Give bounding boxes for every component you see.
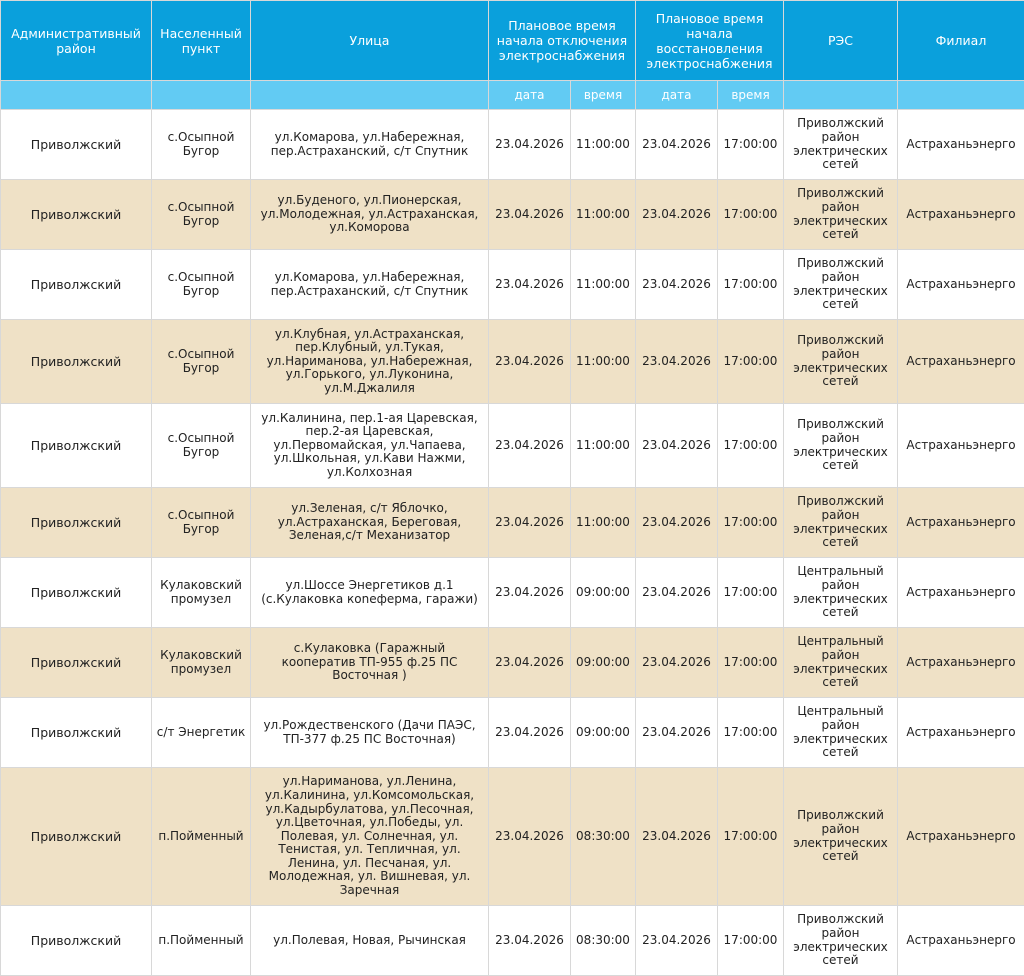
subheader-empty: [898, 81, 1024, 110]
cell-on-time: 17:00:00: [718, 628, 784, 698]
cell-district: Приволжский: [1, 768, 152, 906]
cell-on-time: 17:00:00: [718, 110, 784, 180]
cell-off-date: 23.04.2026: [489, 558, 571, 628]
cell-on-date: 23.04.2026: [636, 906, 718, 976]
cell-off-time: 09:00:00: [571, 698, 636, 768]
cell-off-time: 09:00:00: [571, 558, 636, 628]
cell-settlement: Кулаковский промузел: [152, 628, 251, 698]
cell-branch: Астраханьэнерго: [898, 404, 1024, 488]
cell-district: Приволжский: [1, 628, 152, 698]
cell-off-date: 23.04.2026: [489, 250, 571, 320]
cell-on-time: 17:00:00: [718, 250, 784, 320]
cell-branch: Астраханьэнерго: [898, 488, 1024, 558]
cell-settlement: с.Осыпной Бугор: [152, 404, 251, 488]
cell-on-date: 23.04.2026: [636, 250, 718, 320]
cell-street: ул.Рождественского (Дачи ПАЭС, ТП-377 ф.25 ПС Восточная): [251, 698, 489, 768]
cell-res: Центральный район электрических сетей: [784, 628, 898, 698]
cell-res: Центральный район электрических сетей: [784, 558, 898, 628]
cell-on-time: 17:00:00: [718, 558, 784, 628]
cell-district: Приволжский: [1, 110, 152, 180]
header-street: Улица: [251, 1, 489, 81]
cell-on-date: 23.04.2026: [636, 698, 718, 768]
cell-off-date: 23.04.2026: [489, 488, 571, 558]
cell-off-date: 23.04.2026: [489, 628, 571, 698]
cell-district: Приволжский: [1, 558, 152, 628]
cell-street: с.Кулаковка (Гаражный кооператив ТП-955 ф.25 ПС Восточная ): [251, 628, 489, 698]
cell-settlement: п.Пойменный: [152, 906, 251, 976]
cell-on-time: 17:00:00: [718, 404, 784, 488]
cell-on-date: 23.04.2026: [636, 404, 718, 488]
cell-on-date: 23.04.2026: [636, 768, 718, 906]
cell-district: Приволжский: [1, 906, 152, 976]
table-row: [1, 906, 1024, 976]
cell-branch: Астраханьэнерго: [898, 768, 1024, 906]
subheader-on-date: дата: [636, 81, 718, 110]
table-row: [1, 250, 1024, 320]
cell-off-date: 23.04.2026: [489, 180, 571, 250]
table-row: [1, 628, 1024, 698]
cell-on-time: 17:00:00: [718, 180, 784, 250]
cell-branch: Астраханьэнерго: [898, 320, 1024, 404]
cell-district: Приволжский: [1, 180, 152, 250]
table-row: [1, 180, 1024, 250]
subheader-empty: [784, 81, 898, 110]
cell-settlement: с.Осыпной Бугор: [152, 110, 251, 180]
cell-res: Приволжский район электрических сетей: [784, 906, 898, 976]
cell-on-time: 17:00:00: [718, 320, 784, 404]
cell-on-time: 17:00:00: [718, 488, 784, 558]
cell-district: Приволжский: [1, 320, 152, 404]
cell-res: Приволжский район электрических сетей: [784, 404, 898, 488]
cell-on-time: 17:00:00: [718, 698, 784, 768]
cell-settlement: с.Осыпной Бугор: [152, 488, 251, 558]
subheader-empty: [1, 81, 152, 110]
cell-district: Приволжский: [1, 488, 152, 558]
table-row: [1, 320, 1024, 404]
cell-on-date: 23.04.2026: [636, 628, 718, 698]
cell-district: Приволжский: [1, 250, 152, 320]
table-row: [1, 768, 1024, 906]
cell-branch: Астраханьэнерго: [898, 628, 1024, 698]
cell-settlement: с.Осыпной Бугор: [152, 250, 251, 320]
cell-off-date: 23.04.2026: [489, 320, 571, 404]
cell-street: ул.Полевая, Новая, Рычинская: [251, 906, 489, 976]
cell-res: Приволжский район электрических сетей: [784, 110, 898, 180]
cell-res: Приволжский район электрических сетей: [784, 488, 898, 558]
cell-off-date: 23.04.2026: [489, 906, 571, 976]
cell-off-time: 11:00:00: [571, 250, 636, 320]
subheader-on-time: время: [718, 81, 784, 110]
table-header-row: [1, 1, 1024, 81]
cell-on-date: 23.04.2026: [636, 320, 718, 404]
header-district: Административный район: [1, 1, 152, 81]
cell-on-time: 17:00:00: [718, 768, 784, 906]
cell-on-time: 17:00:00: [718, 906, 784, 976]
cell-on-date: 23.04.2026: [636, 558, 718, 628]
cell-res: Приволжский район электрических сетей: [784, 250, 898, 320]
cell-off-time: 08:30:00: [571, 906, 636, 976]
cell-off-time: 11:00:00: [571, 488, 636, 558]
table-body: [1, 110, 1024, 976]
table-subheader-row: [1, 81, 1024, 110]
cell-off-date: 23.04.2026: [489, 404, 571, 488]
cell-off-time: 11:00:00: [571, 404, 636, 488]
table-row: [1, 404, 1024, 488]
cell-branch: Астраханьэнерго: [898, 698, 1024, 768]
cell-res: Центральный район электрических сетей: [784, 698, 898, 768]
table-row: [1, 110, 1024, 180]
cell-settlement: п.Пойменный: [152, 768, 251, 906]
cell-off-date: 23.04.2026: [489, 698, 571, 768]
header-settlement: Населенный пункт: [152, 1, 251, 81]
cell-settlement: с.Осыпной Бугор: [152, 180, 251, 250]
cell-branch: Астраханьэнерго: [898, 180, 1024, 250]
cell-on-date: 23.04.2026: [636, 110, 718, 180]
cell-res: Приволжский район электрических сетей: [784, 180, 898, 250]
header-res: РЭС: [784, 1, 898, 81]
subheader-empty: [251, 81, 489, 110]
cell-off-date: 23.04.2026: [489, 768, 571, 906]
cell-street: ул.Нариманова, ул.Ленина, ул.Калинина, ул.Комсомольская, ул.Кадырбулатова, ул.Песочная, ул.Цветочная, ул.Победы, ул. Полевая, ул. Солнечная, ул. Тенистая, ул. Тепличная, ул. Ленина, ул. Песчаная, ул. Молодежная, ул. Вишневая, ул. Заречная: [251, 768, 489, 906]
cell-district: Приволжский: [1, 404, 152, 488]
cell-off-time: 11:00:00: [571, 320, 636, 404]
cell-off-date: 23.04.2026: [489, 110, 571, 180]
table-row: [1, 488, 1024, 558]
cell-on-date: 23.04.2026: [636, 180, 718, 250]
cell-street: ул.Зеленая, с/т Яблочко, ул.Астраханская, Береговая, Зеленая,с/т Механизатор: [251, 488, 489, 558]
cell-street: ул.Калинина, пер.1-ая Царевская, пер.2-ая Царевская, ул.Первомайская, ул.Чапаева, ул.Школьная, ул.Кави Нажми, ул.Колхозная: [251, 404, 489, 488]
cell-settlement: с/т Энергетик: [152, 698, 251, 768]
cell-off-time: 09:00:00: [571, 628, 636, 698]
header-branch: Филиал: [898, 1, 1024, 81]
subheader-off-date: дата: [489, 81, 571, 110]
table-row: [1, 698, 1024, 768]
cell-street: ул.Комарова, ул.Набережная, пер.Астраханский, с/т Спутник: [251, 110, 489, 180]
cell-street: ул.Комарова, ул.Набережная, пер.Астраханский, с/т Спутник: [251, 250, 489, 320]
cell-street: ул.Шоссе Энергетиков д.1 (с.Кулаковка коneферма, гаражи): [251, 558, 489, 628]
subheader-empty: [152, 81, 251, 110]
cell-settlement: Кулаковский промузел: [152, 558, 251, 628]
table-row: [1, 558, 1024, 628]
cell-district: Приволжский: [1, 698, 152, 768]
header-off-start: Плановое время начала отключения электроснабжения: [489, 1, 636, 81]
cell-res: Приволжский район электрических сетей: [784, 768, 898, 906]
cell-branch: Астраханьэнерго: [898, 110, 1024, 180]
cell-street: ул.Буденого, ул.Пионерская, ул.Молодежная, ул.Астраханская, ул.Коморова: [251, 180, 489, 250]
cell-branch: Астраханьэнерго: [898, 558, 1024, 628]
cell-branch: Астраханьэнерго: [898, 906, 1024, 976]
cell-settlement: с.Осыпной Бугор: [152, 320, 251, 404]
cell-off-time: 11:00:00: [571, 180, 636, 250]
cell-off-time: 11:00:00: [571, 110, 636, 180]
cell-res: Приволжский район электрических сетей: [784, 320, 898, 404]
cell-branch: Астраханьэнерго: [898, 250, 1024, 320]
cell-off-time: 08:30:00: [571, 768, 636, 906]
cell-on-date: 23.04.2026: [636, 488, 718, 558]
header-restore: Плановое время начала восстановления электроснабжения: [636, 1, 784, 81]
subheader-off-time: время: [571, 81, 636, 110]
cell-street: ул.Клубная, ул.Астраханская, пер.Клубный, ул.Тукая, ул.Нариманова, ул.Набережная, ул.Горького, ул.Луконина, ул.М.Джалиля: [251, 320, 489, 404]
